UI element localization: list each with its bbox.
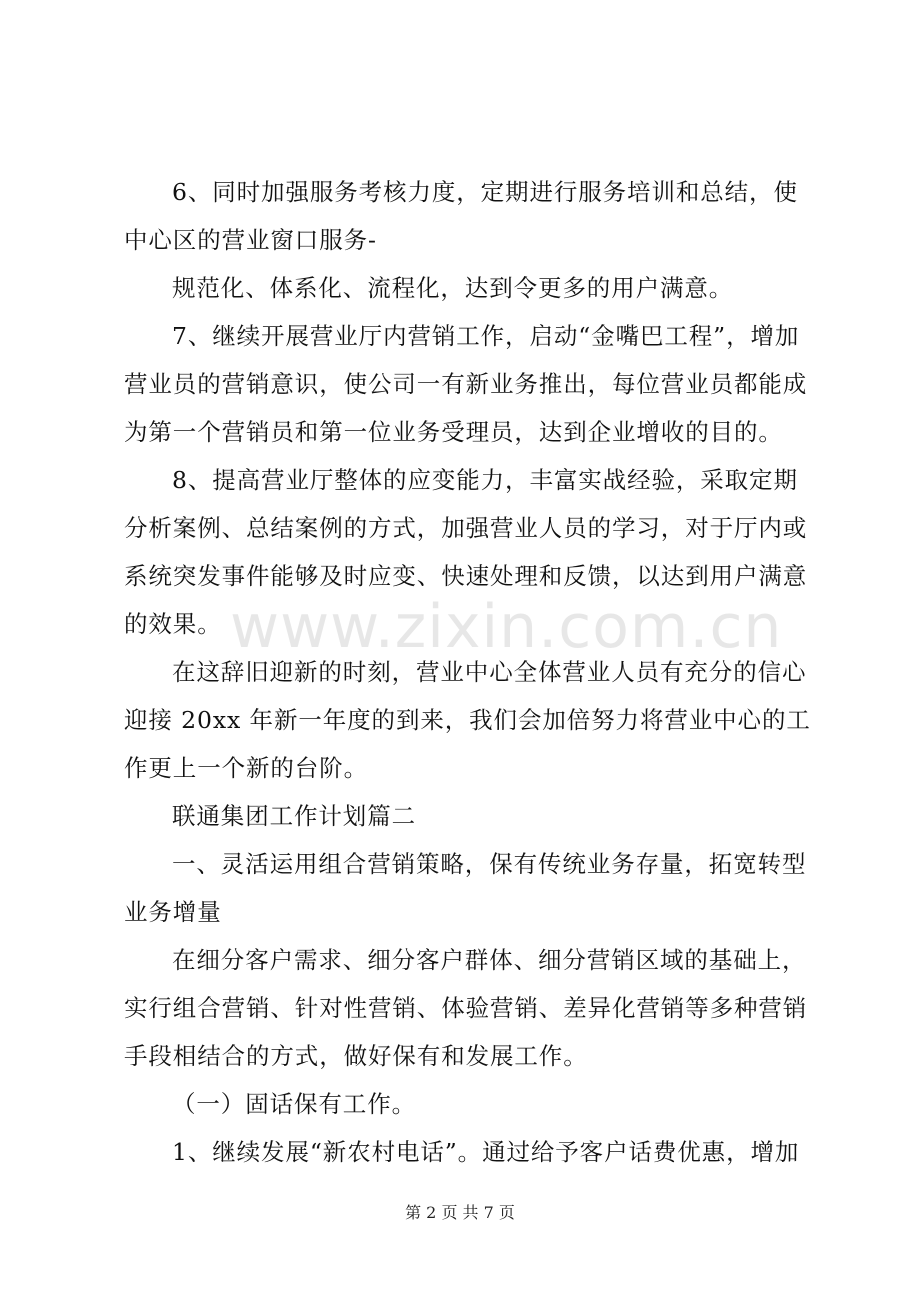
text-line: 的效果。 [124,610,222,638]
text-line: 在这辞旧迎新的时刻，营业中心全体营业人员有充分的信心 [172,658,807,686]
text-line: 一、灵活运用组合营销策略，保有传统业务存量，拓宽转型 [172,850,807,878]
watermark: www.zixin.com.cn [230,592,783,662]
text-line: 手段相结合的方式，做好保有和发展工作。 [124,1042,588,1070]
text-line: 7、继续开展营业厅内营销工作，启动“金嘴巴工程”，增加 [172,322,800,350]
text-line: 迎接 20xx 年新一年度的到来，我们会加倍努力将营业中心的工 [124,706,811,734]
text-line: （一）固话保有工作。 [172,1090,416,1118]
document-body [124,168,811,1176]
text-line: 作更上一个新的台阶。 [124,754,368,782]
text-line: 为第一个营销员和第一位业务受理员，达到企业增收的目的。 [124,418,783,446]
text-line: 分析案例、总结案例的方式，加强营业人员的学习，对于厅内或 [124,514,808,542]
text-line: 8、提高营业厅整体的应变能力，丰富实战经验，采取定期 [172,466,798,494]
text-line: 实行组合营销、针对性营销、体验营销、差异化营销等多种营销 [124,994,808,1022]
text-line: 营业员的营销意识，使公司一有新业务推出，每位营业员都能成 [124,370,808,398]
text-line: 1、继续发展“新农村电话”。通过给予客户话费优惠，增加 [172,1138,800,1166]
text-line: 规范化、体系化、流程化，达到令更多的用户满意。 [172,274,734,302]
text-line: 在细分客户需求、细分客户群体、细分营销区域的基础上， [172,946,807,974]
text-line: 系统突发事件能够及时应变、快速处理和反馈，以达到用户满意 [124,562,808,590]
section-heading: 联通集团工作计划篇二 [172,802,416,830]
page-footer: 第 2 页 共 7 页 [405,1203,515,1222]
text-line: 6、同时加强服务考核力度，定期进行服务培训和总结，使 [172,178,798,206]
text-line: 中心区的营业窗口服务- [124,226,377,254]
text-line: 业务增量 [124,898,222,926]
